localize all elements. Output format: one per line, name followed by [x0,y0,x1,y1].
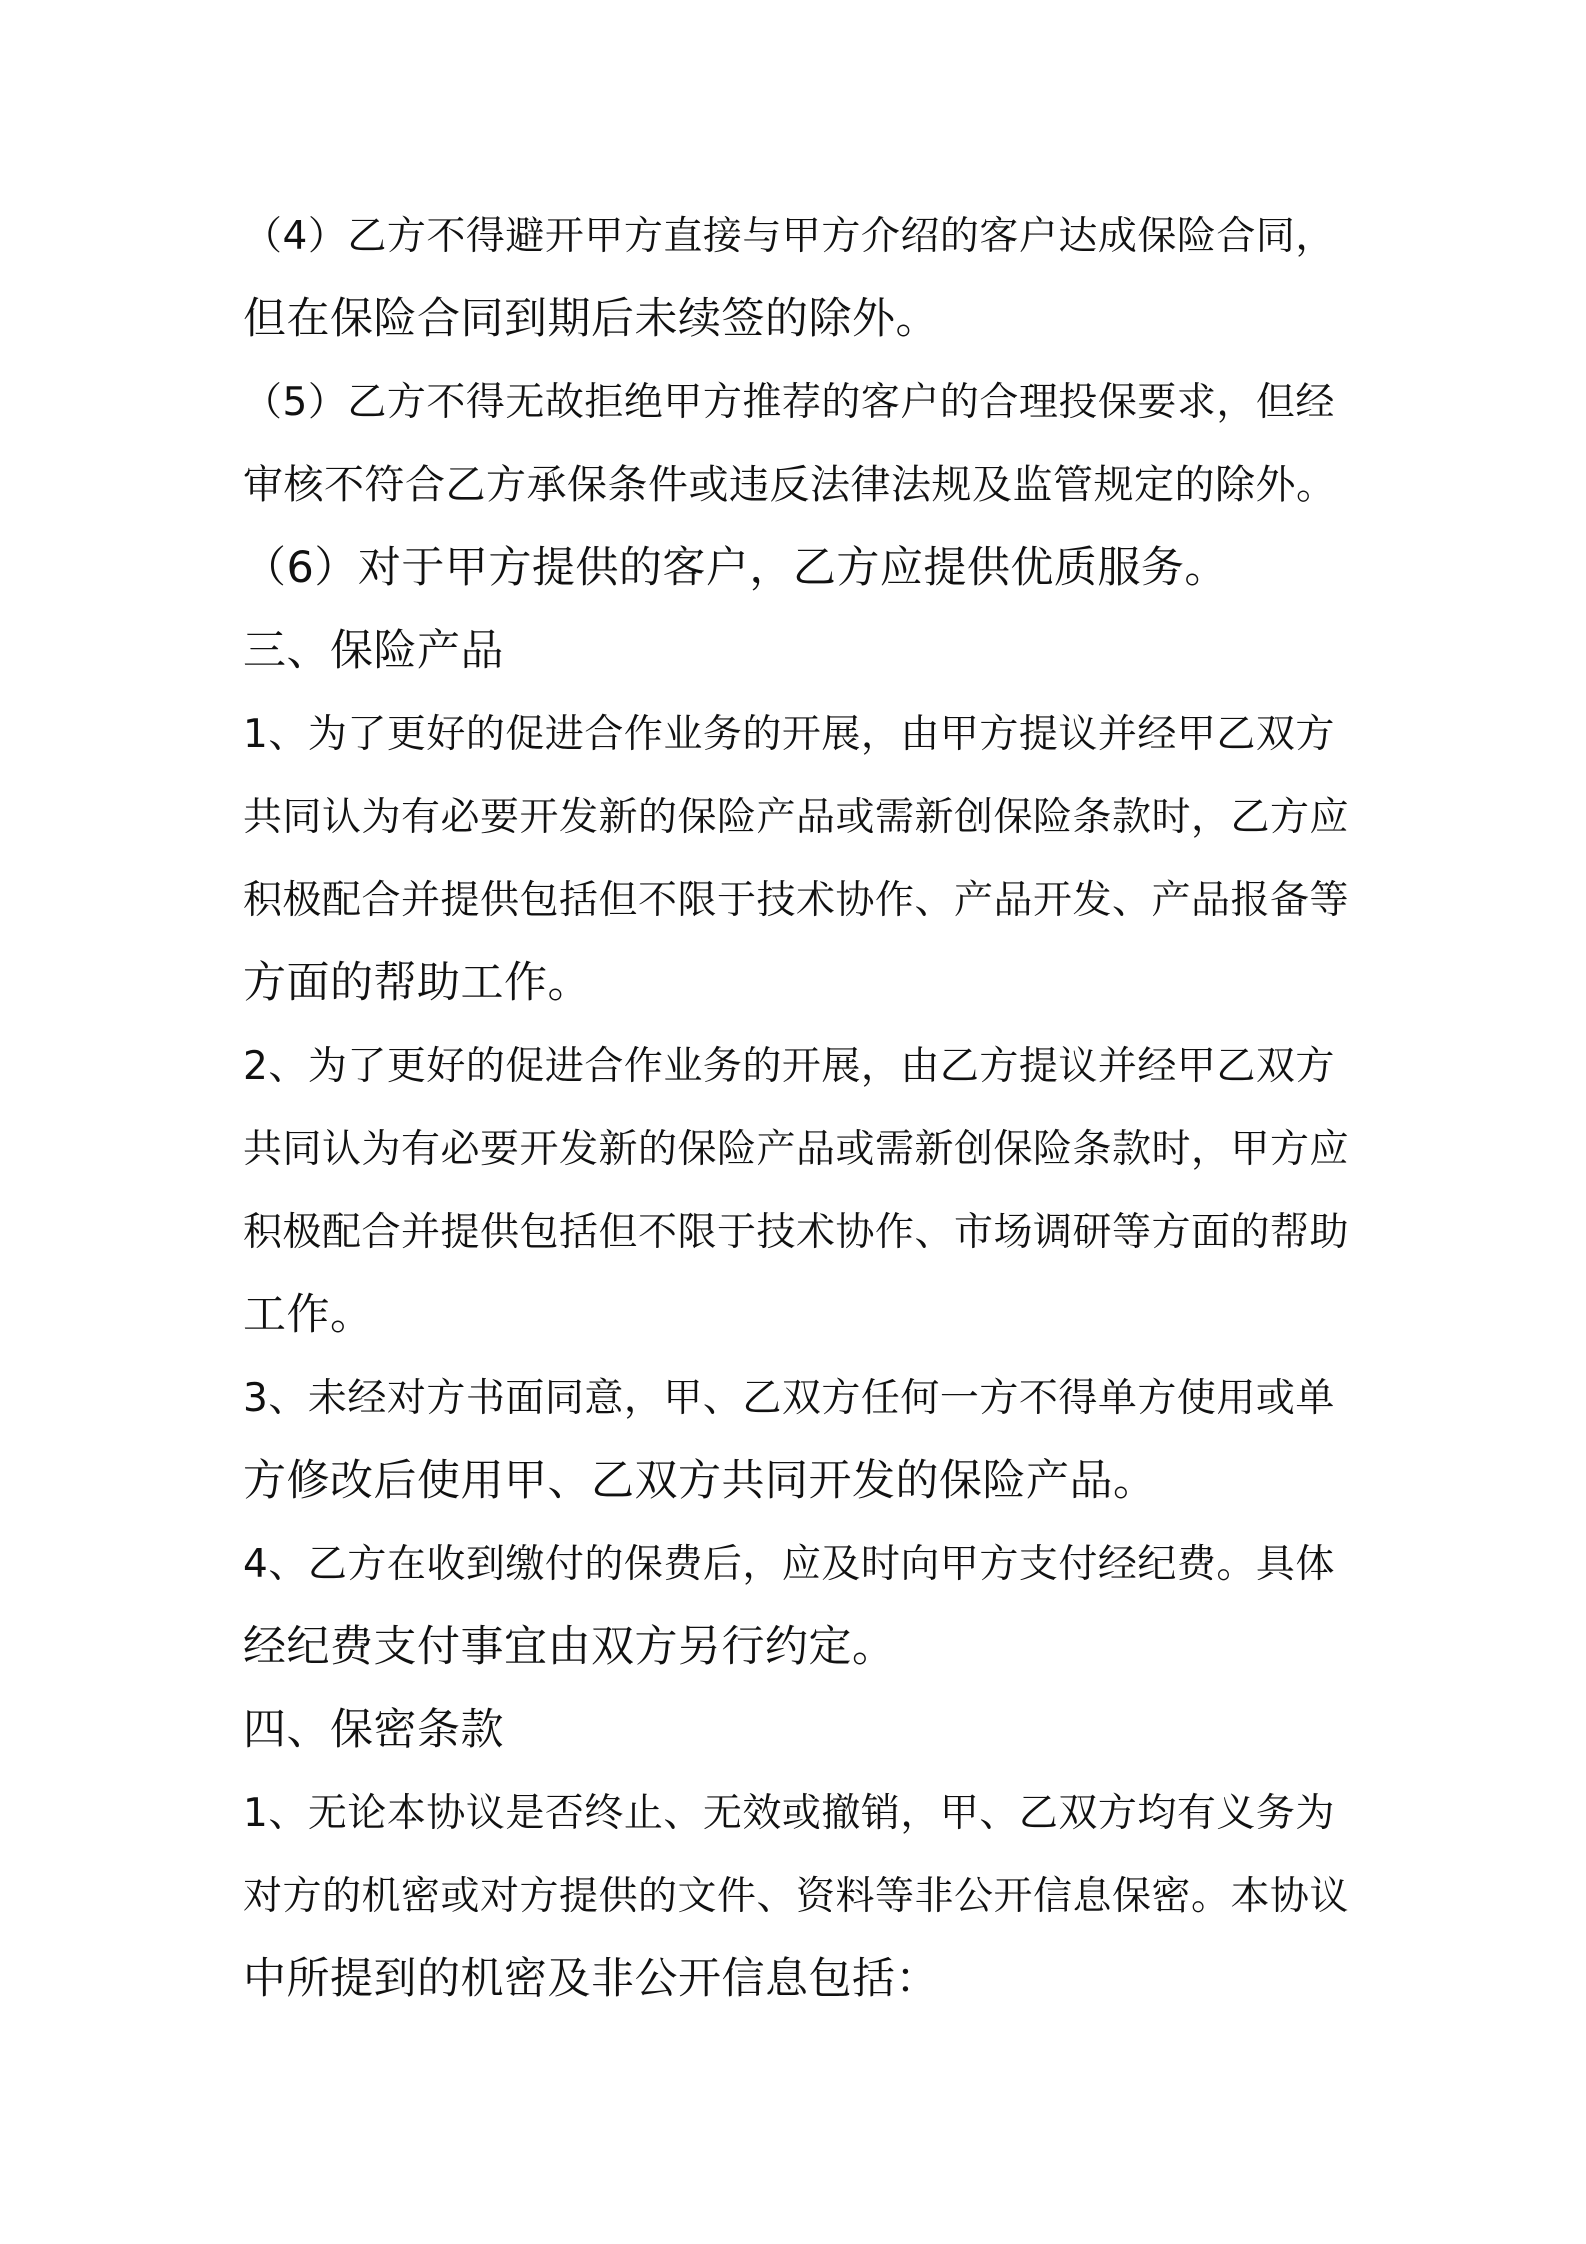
item-4-line-2: 经纪费支付事宜由双方另行约定。 [243,1622,896,1672]
section-heading-confidentiality: 四、保密条款 [243,1705,504,1755]
item-1-line-1: 1、为了更好的促进合作业务的开展，由甲方提议并经甲乙双方 [243,712,1335,757]
item-1-line-3: 积极配合并提供包括但不限于技术协作、产品开发、产品报备等 [243,878,1350,923]
item-2-line-2: 共同认为有必要开发新的保险产品或需新创保险条款时，甲方应 [243,1127,1350,1172]
item-1-line-2: 共同认为有必要开发新的保险产品或需新创保险条款时，乙方应 [243,795,1350,840]
clause-4-line-2: 但在保险合同到期后未续签的除外。 [243,294,939,344]
item-1-line-4: 方面的帮助工作。 [243,958,591,1008]
item-2-line-4: 工作。 [243,1290,374,1340]
clause-4-line-1: （4）乙方不得避开甲方直接与甲方介绍的客户达成保险合同， [243,214,1335,259]
clause-5-line-2: 审核不符合乙方承保条件或违反法律法规及监管规定的除外。 [243,462,1337,508]
clause-5-line-1: （5）乙方不得无故拒绝甲方推荐的客户的合理投保要求，但经 [243,380,1335,425]
item-2-line-3: 积极配合并提供包括但不限于技术协作、市场调研等方面的帮助 [243,1210,1350,1255]
item-4-line-1: 4、乙方在收到缴付的保费后，应及时向甲方支付经纪费。具体 [243,1542,1335,1587]
item-3-line-2: 方修改后使用甲、乙双方共同开发的保险产品。 [243,1456,1157,1506]
item-3-line-1: 3、未经对方书面同意，甲、乙双方任何一方不得单方使用或单 [243,1376,1335,1421]
section-heading-insurance-products: 三、保险产品 [243,626,504,676]
clause-6-line-1: （6）对于甲方提供的客户，乙方应提供优质服务。 [243,543,1228,593]
confidentiality-item-1-line-1: 1、无论本协议是否终止、无效或撤销，甲、乙双方均有义务为 [243,1791,1335,1836]
confidentiality-item-1-line-2: 对方的机密或对方提供的文件、资料等非公开信息保密。本协议 [243,1874,1350,1919]
document-body [243,195,1358,2021]
confidentiality-item-1-line-3: 中所提到的机密及非公开信息包括： [243,1954,939,2004]
item-2-line-1: 2、为了更好的促进合作业务的开展，由乙方提议并经甲乙双方 [243,1044,1335,1089]
